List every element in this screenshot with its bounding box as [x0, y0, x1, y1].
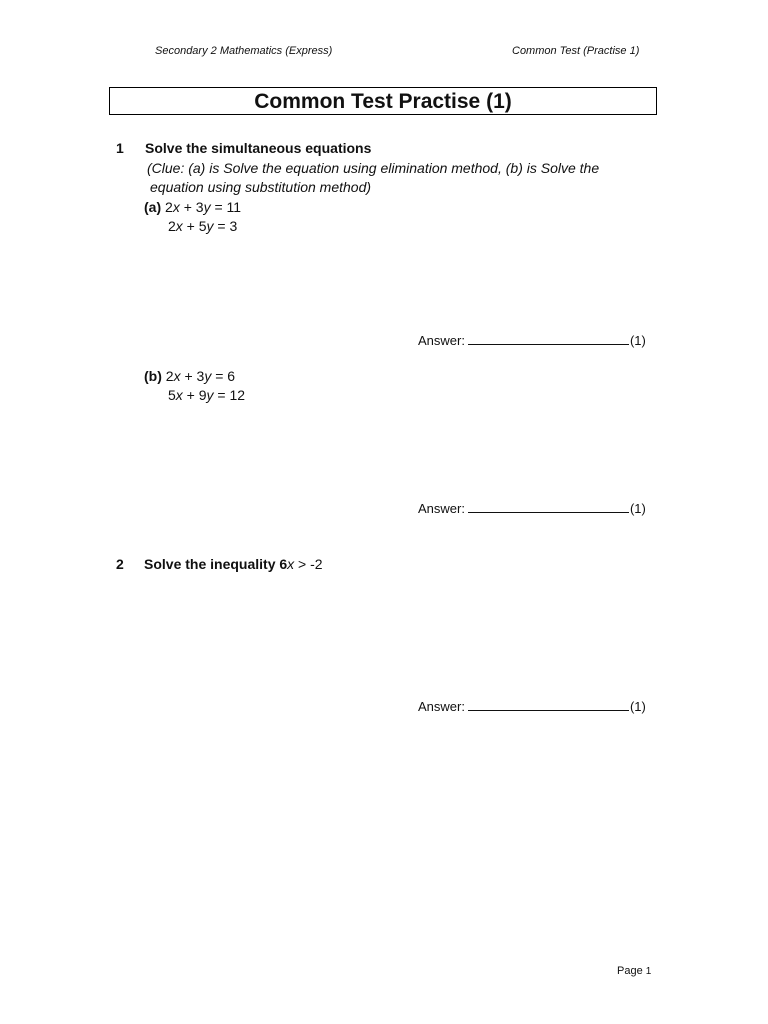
answer-line[interactable]	[468, 502, 629, 513]
marks: (1)	[629, 333, 646, 348]
question-1-clue-line1: (Clue: (a) is Solve the equation using elimination method, (b) is Solve the	[147, 160, 600, 176]
answer-label: Answer:	[418, 699, 465, 714]
header-left: Secondary 2 Mathematics (Express)	[155, 45, 333, 57]
question-1-clue-line2: equation using substitution method)	[150, 179, 372, 195]
header-right: Common Test (Practise 1)	[512, 45, 640, 57]
marks: (1)	[629, 699, 646, 714]
page-label: Page	[617, 965, 643, 977]
page-number: 1	[645, 966, 652, 977]
question-1a-label: (a)	[144, 199, 162, 215]
answer-line[interactable]	[468, 334, 629, 345]
title-box	[109, 87, 657, 115]
question-2-number: 2	[116, 556, 124, 572]
page-title: Common Test Practise (1)	[254, 90, 512, 113]
question-1b-eq2: 5x + 9y = 12	[168, 387, 246, 403]
answer-line[interactable]	[468, 700, 629, 711]
question-1a-eq2: 2x + 5y = 3	[168, 218, 238, 234]
question-2-answer	[418, 699, 646, 714]
question-1b-label: (b)	[144, 368, 162, 384]
question-2-prompt: Solve the inequality 6x > -2	[144, 556, 323, 572]
answer-label: Answer:	[418, 501, 465, 516]
question-1b-answer	[418, 501, 646, 516]
question-1-prompt: Solve the simultaneous equations	[145, 140, 372, 156]
question-1-number: 1	[116, 140, 124, 156]
question-1a-eq1: (a) 2x + 3y = 11	[144, 199, 242, 215]
question-1a-answer	[418, 333, 646, 348]
answer-label: Answer:	[418, 333, 465, 348]
page-footer	[617, 965, 651, 977]
question-1b-eq1: (b) 2x + 3y = 6	[144, 368, 236, 384]
marks: (1)	[629, 501, 646, 516]
